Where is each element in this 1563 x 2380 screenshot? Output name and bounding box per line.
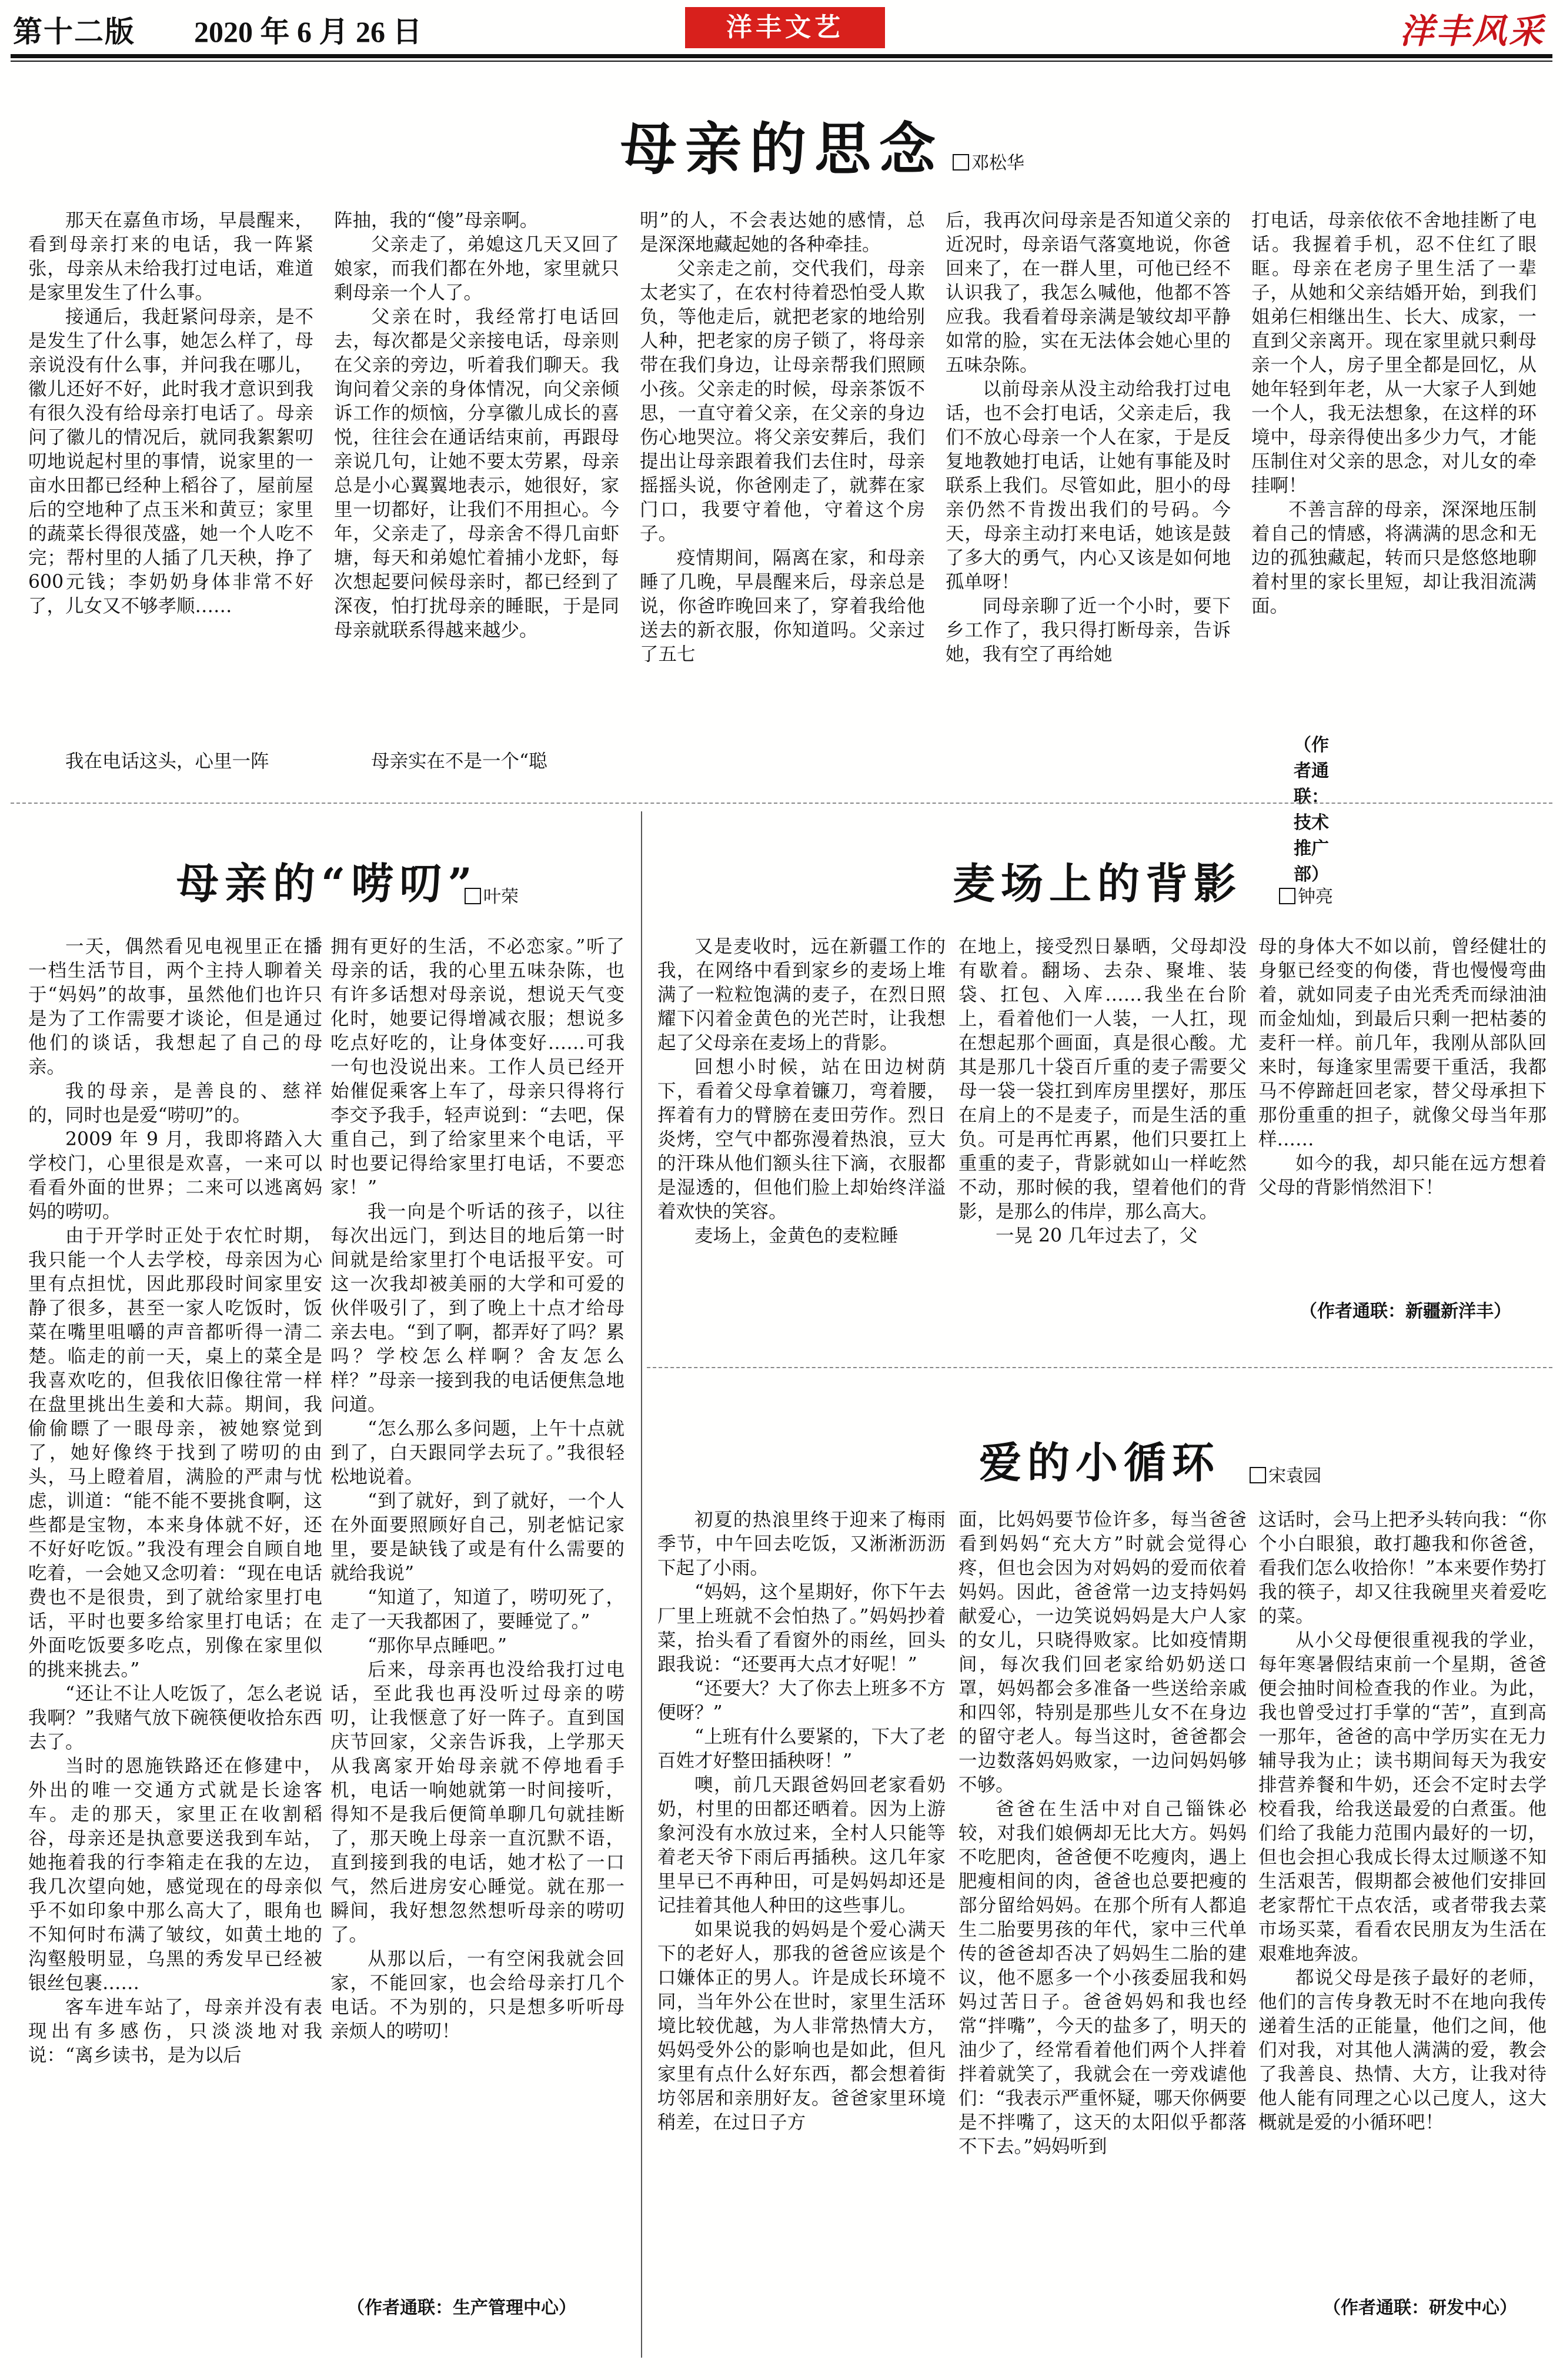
column: 拥有更好的生活，不必恋家。”听了母亲的话，我的心里五味杂陈，也有许多话想对母亲说，想说天气变化时，她要记得增减衣服；想说多吃点好吃的，让身体变好……可我一句也没说出来。工作人员已经开始催促乘客上车了，母亲只得将行李交予我手，轻声说到：“去吧，保重自己，到了给家里来个电话，平时也要记得给家里打电话，不要恋家！” 我一向是个听话的孩子，以往每次出远门，到达目的地后第一时间就是给家里打个电话报平安。可这一次我却被美丽的大学和可爱的伙伴吸引了，到了晚上十点才给母亲去电。“到了啊，都弄好了吗？累吗？学校怎么样啊？舍友怎么样？”母亲一接到我的电话便焦急地问道。 “怎么那么多问题，上午十点就到了，白天跟同学去玩了。”我很轻松地说着。 “到了就好，到了就好，一个人在外面要照顾好自己，别老惦记家里，要是缺钱了或是有什么需要的就给我说” “知道了，知道了，唠叨死了，走了一天我都困了，要睡觉了。” “那你早点睡吧。” 后来，母亲再也没给我打过电话，至此我也再没听过母亲的唠叨，让我惬意了好一阵子。直到国庆节回家，父亲告诉我，上学那天从我离家开始母亲就不停地看手机，电话一响她就第一时间接听，得知不是我后便简单聊几句就挂断了，那天晚上母亲一直沉默不语，直到接到我的电话，她才松了一口气，然后进房安心睡觉。就在那一瞬间，我好想忽然想听母亲的唠叨了。 从那以后，一有空闲我就会回家，不能回家，也会给母亲打几个电话。不为别的，只是想多听听母亲烦人的唠叨！ <box>330 935 624 2287</box>
paragraph: 噢，前几天跟爸妈回老家看奶奶，村里的田都还晒着。因为上游象河没有水放过来，全村人只能等着老天爷下雨后再插秧。这几年家里早已不再种田，可是妈妈却还是记挂着其他人种田的这些事儿。 <box>657 1774 946 1916</box>
paragraph: “知道了，知道了，唠叨死了，走了一天我都困了，要睡觉了。” <box>330 1587 624 1632</box>
paragraph: 一天，偶然看见电视里正在播一档生活节目，两个主持人聊着关于“妈妈”的故事，虽然他们也许只是为了工作需要才谈论，但是通过他们的谈话，我想起了自己的母亲。 <box>28 936 322 1078</box>
masthead-logo: 洋丰风采 <box>1399 11 1545 51</box>
page-number: 第十二版 <box>13 14 135 49</box>
paragraph: 那天在嘉鱼市场，早晨醒来，看到母亲打来的电话，我一阵紧张，母亲从未给我打过电话，难道是家里发生了什么事。 <box>28 210 313 303</box>
author-credit: （作者通联：技术推广部） <box>1294 735 1329 885</box>
column: 打电话，母亲依依不舍地挂断了电话。我握着手机，忍不住红了眼眶。母亲在老房子里生活了一辈子，从她和父亲结婚开始，到我们姐弟仨相继出生、长大、成家，一直到父亲离开。现在家里就只剩母亲一个人，房子里全都是回忆，从她年轻到年老，从一大家子人到她一个人，我无法想象，在这样的环境中，母亲得使出多少力气，才能压制住对父亲的思念，对儿女的牵挂啊！ 不善言辞的母亲，深深地压制着自己的情感，将满满的思念和无边的孤独藏起，转而只是悠悠地聊着村里的家长里短，却让我泪流满面。 <box>1251 209 1537 708</box>
paragraph: 2009 年 9 月，我即将踏入大学校门，心里很是欢喜，一来可以看看外面的世界；二来可以逃离妈妈的唠叨。 <box>28 1129 322 1222</box>
paragraph: 初夏的热浪里终于迎来了梅雨季节，中午回去吃饭，又淅淅沥沥下起了小雨。 <box>657 1509 946 1579</box>
issue-date: 2020 年 6 月 26 日 <box>194 15 422 48</box>
paragraph: 回想小时候，站在田边树荫下，看着父母拿着镰刀，弯着腰，挥着有力的臂膀在麦田劳作。烈日炎烤，空气中都弥漫着热浪，豆大的汗珠从他们额头往下滴，衣服都是湿透的，但他们脸上却始终洋溢着欢快的笑容。 <box>657 1057 946 1222</box>
author-name: 叶荣 <box>483 887 519 907</box>
article-title: 母亲的思念 <box>620 116 944 182</box>
full-text-index <box>0 0 1 1</box>
column: 阵抽，我的“傻”母亲啊。 父亲走了，弟媳这几天又回了娘家，而我们都在外地，家里就只剩母亲一个人了。 父亲在时，我经常打电话回去，每次都是父亲接电话，母亲则在父亲的旁边，听着我们聊天。我询问着父亲的身体情况，向父亲倾诉工作的烦恼，分享徽儿成长的喜悦，往往会在通话结束前，再跟母亲说几句，让她不要太劳累，母亲总是小心翼翼地表示，她很好，家里一切都好，让我们不用担心。今年，父亲走了，母亲舍不得几亩虾塘，每天和弟媳忙着捕小龙虾，每次想起要问候母亲时，都已经到了深夜，怕打扰母亲的睡眠，于是同母亲就联系得越来越少。 <box>334 209 619 773</box>
column: 我在电话这头，心里一阵 <box>65 751 269 772</box>
paragraph: 我的母亲，是善良的、慈祥的，同时也是爱“唠叨”的。 <box>28 1081 322 1126</box>
column: 母亲实在不是一个“聪 <box>371 751 547 772</box>
column: 明”的人，不会表达她的感情，总是深深地藏起她的各种牵挂。 父亲走之前，交代我们，母亲太老实了，在农村待着恐怕受人欺负，等他走后，就把老家的地给别人种，把老家的房子锁了，将母亲带在我们身边，让母亲帮我们照顾小孩。父亲走的时候，母亲茶饭不思，一直守着父亲，在父亲的身边伤心地哭泣。将父亲安葬后，我们提出让母亲跟着我们去住时，母亲摇摇头说，你爸刚走了，就葬在家门口，我要守着他，守着这个房子。 疫情期间，隔离在家，和母亲睡了几晚，早晨醒来后，母亲总是说，你爸昨晚回来了，穿着我给他送去的新衣服，你知道吗。父亲过了五七 <box>640 210 925 665</box>
article-byline <box>1279 882 1333 908</box>
paragraph: 接通后，我赶紧问母亲，是不是发生了什么事，她怎么样了，母亲说没有什么事，并问我在哪儿，徽儿还好不好，此时我才意识到我有很久没有给母亲打电话了。母亲问了徽儿的情况后，就同我絮絮叨叨地说起村里的事情，说家里的一亩水田都已经种上稻谷了，屋前屋后的空地种了点玉米和黄豆；家里的蔬菜长得很茂盛，她一个人吃不完；帮村里的人插了几天秧，挣了600元钱；李奶奶身体非常不好了，儿女又不够孝顺…… <box>28 306 313 617</box>
divider <box>11 803 1552 804</box>
paragraph: 父亲走了，弟媳这几天又回了娘家，而我们都在外地，家里就只剩母亲一个人了。 <box>334 234 619 303</box>
paragraph: “怎么那么多问题，上午十点就到了，白天跟同学去玩了。”我很轻松地说着。 <box>330 1418 624 1488</box>
paragraph: 后来，母亲再也没给我打过电话，至此我也再没听过母亲的唠叨，让我惬意了好一阵子。直到国庆节回家，父亲告诉我，上学那天从我离家开始母亲就不停地看手机，电话一响她就第一时间接听，得知不是我后便简单聊几句就挂断了，那天晚上母亲一直沉默不语，直到接到我的电话，她才松了一口气，然后进房安心睡觉。就在那一瞬间，我好想忽然想听母亲的唠叨了。 <box>330 1659 624 1946</box>
paragraph: “上班有什么要紧的，下大了老百姓才好整田插秧呀！” <box>657 1726 946 1771</box>
paragraph: 都说父母是孩子最好的老师，他们的言传身教无时不在地向我传递着生活的正能量，他们之间，他们对我，对其他人满满的爱，教会了我善良、热情、大方，让我对待他人能有同理之心以己度人，这大概就是爱的小循环吧！ <box>1258 1967 1547 2133</box>
section-banner: 洋丰文艺 <box>685 7 885 48</box>
column: 初夏的热浪里终于迎来了梅雨季节，中午回去吃饭，又淅淅沥沥下起了小雨。 “妈妈，这个星期好，你下午去厂里上班就不会怕热了。”妈妈抄着菜，抬头看了看窗外的雨丝，回头跟我说：“还要再大点才好呢！” “还要大？大了你去上班多不方便呀？” “上班有什么要紧的，下大了老百姓才好整田插秧呀！” 噢，前几天跟爸妈回老家看奶奶，村里的田都还晒着。因为上游象河没有水放过来，全村人只能等着老天爷下雨后再插秧。这几年家里早已不再种田，可是妈妈却还是记挂着其他人种田的这些事儿。 如果说我的妈妈是个爱心满天下的老好人，那我的爸爸应该是个口嫌体正的男人。许是成长环境不同，当年外公在世时，家里生活环境比较优越，为人非常热情大方，妈妈受外公的影响也是如此，但凡家里有点什么好东西，都会想着街坊邻居和亲朋好友。爸爸家里环境稍差，在过日子方 <box>657 1509 946 2133</box>
article-byline <box>953 148 1024 174</box>
paragraph: 当时的恩施铁路还在修建中，外出的唯一交通方式就是长途客车。走的那天，家里正在收割稻谷，母亲还是执意要送我到车站，她拖着我的行李箱走在我的左边，我几次望向她，感觉现在的母亲似乎不如印象中那么高大了，眼角也不知何时布满了皱纹，如黄土地的沟壑般明显，乌黑的秀发早已经被银丝包裹…… <box>28 1756 322 1994</box>
paragraph: 不善言辞的母亲，深深地压制着自己的情感，将满满的思念和无边的孤独藏起，转而只是悠悠地聊着村里的家长里短，却让我泪流满面。 <box>1251 499 1537 617</box>
paragraph: “到了就好，到了就好，一个人在外面要照顾好自己，别老惦记家里，要是缺钱了或是有什么需要的就给我说” <box>330 1490 624 1584</box>
paragraph: “那你早点睡吧。” <box>368 1635 507 1656</box>
column: 母的身体大不如以前，曾经健壮的身躯已经变的佝偻，背也慢慢弯曲着，就如同麦子由光秃秃而绿油油而金灿灿，到最后只剩一把枯萎的麦秆一样。前几年，我刚从部队回来时，每逢家里需要干重活，我都马不停蹄赶回老家，替父母承担下那份重重的担子，就像父母当年那样…… 如今的我，却只能在远方想着父母的背影悄然泪下！ <box>1258 935 1547 1299</box>
author-credit: （作者通联：新疆新洋丰） <box>1300 1301 1511 1322</box>
paragraph: “还让不让人吃饭了，怎么老说我啊？”我赌气放下碗筷便收拾东西去了。 <box>28 1683 322 1753</box>
author-name: 宋袁园 <box>1268 1466 1321 1486</box>
paragraph: 我一向是个听话的孩子，以往每次出远门，到达目的地后第一时间就是给家里打个电话报平安。可这一次我却被美丽的大学和可爱的伙伴吸引了，到了晚上十点才给母亲去电。“到了啊，都弄好了吗？累吗？学校怎么样啊？舍友怎么样？”母亲一接到我的电话便焦急地问道。 <box>330 1201 624 1415</box>
paragraph: 从小父母便很重视我的学业，每年寒暑假结束前一个星期，爸爸便会抽时间检查我的作业。为此，我也曾受过打手掌的“苦”，直到高一那年，爸爸的高中学历实在无力辅导我为止；读书期间每天为我安排营养餐和牛奶，还会不定时去学校看我，给我送最爱的白煮蛋。他们给了我能力范围内最好的一切，但也会担心我成长得太过顺遂不知生活艰苦，假期都会被他们安排回老家帮忙干点农活，或者带我去菜市场买菜，看看农民朋友为生活在艰难地奔波。 <box>1258 1630 1547 1964</box>
article-byline <box>1250 1461 1321 1487</box>
author-name: 钟亮 <box>1298 887 1333 907</box>
author-name: 邓松华 <box>971 153 1024 173</box>
paragraph: 父亲走之前，交代我们，母亲太老实了，在农村待着恐怕受人欺负，等他走后，就把老家的地给别人种，把老家的房子锁了，将母亲带在我们身边，让母亲帮我们照顾小孩。父亲走的时候，母亲茶饭不思，一直守着父亲，在父亲的身边伤心地哭泣。将父亲安葬后，我们提出让母亲跟着我们去住时，母亲摇摇头说，你爸刚走了，就葬在家门口，我要守着他，守着这个房子。 <box>640 258 925 544</box>
divider <box>647 1367 1552 1368</box>
paragraph: 由于开学时正处于农忙时期，我只能一个人去学校，母亲因为心里有点担忧，因此那段时间家里安静了很多，甚至一家人吃饭时，饭菜在嘴里咀嚼的声音都听得一清二楚。临走的前一天，桌上的菜全是我喜欢吃的，但我依旧像往常一样在盘里挑出生姜和大蒜。期间，我偷偷瞟了一眼母亲，被她察觉到了，她好像终于找到了唠叨的由头，马上瞪着眉，满脸的严肃与忧虑，训道：“能不能不要挑食啊，这些都是宝物，本来身体就不好，还不好好吃饭。”我没有理会自顾自地吃着，一会她又念叨着：“现在电话费也不是很贵，到了就给家里打电话，平时也要多给家里打电话；在外面吃饭要多吃点，别像在家里似的挑来挑去。” <box>28 1225 322 1680</box>
paragraph: 以前母亲从没主动给我打过电话，也不会打电话，父亲走后，我们不放心母亲一个人在家，于是反复地教她打电话，让她有事能及时联系上我们。尽管如此，胆小的母亲仍然不肯拨出我们的号码。今天，母亲主动打来电话，她该是鼓了多大的勇气，内心又该是如何地孤单呀！ <box>946 379 1231 593</box>
header-rule <box>11 54 1552 62</box>
author-credit: （作者通联：研发中心） <box>1323 2298 1517 2318</box>
column: 后，我再次问母亲是否知道父亲的近况时，母亲语气落寞地说，你爸回来了，在一群人里，可他已经不认识我了，我怎么喊他，他都不答应我。我看着母亲满是皱纹却平静如常的脸，实在无法体会她心里的五味杂陈。 以前母亲从没主动给我打过电话，也不会打电话，父亲走后，我们不放心母亲一个人在家，于是反复地教她打电话，让她有事能及时联系上我们。尽管如此，胆小的母亲仍然不肯拨出我们的号码。今天，母亲主动打来电话，她该是鼓了多大的勇气，内心又该是如何地孤单呀！ 同母亲聊了近一个小时，要下乡工作了，我只得打断母亲，告诉她，我有空了再给她 <box>946 210 1231 665</box>
column: 又是麦收时，远在新疆工作的我，在网络中看到家乡的麦场上堆满了一粒粒饱满的麦子，在烈日照耀下闪着金黄色的光芒时，让我想起了父母亲在麦场上的背影。 回想小时候，站在田边树荫下，看着父母拿着镰刀，弯着腰，挥着有力的臂膀在麦田劳作。烈日炎烤，空气中都弥漫着热浪，豆大的汗珠从他们额头往下滴，衣服都是湿透的，但他们脸上却始终洋溢着欢快的笑容。 麦场上，金黄色的麦粒睡 <box>657 936 946 1246</box>
divider <box>641 811 642 2358</box>
article-title: 爱的小循环 <box>979 1438 1221 1488</box>
column <box>28 209 313 797</box>
paragraph: “妈妈，这个星期好，你下午去厂里上班就不会怕热了。”妈妈抄着菜，抬头看了看窗外的雨丝，回头跟我说：“还要再大点才好呢！” <box>657 1582 946 1675</box>
paragraph: “还要大？大了你去上班多不方便呀？” <box>657 1678 946 1723</box>
article-title: 母亲的“唠叨” <box>176 858 478 908</box>
paragraph: 从那以后，一有空闲我就会回家，不能回家，也会给母亲打几个电话。不为别的，只是想多听听母亲烦人的唠叨！ <box>330 1948 624 2042</box>
column: 一天，偶然看见电视里正在播一档生活节目，两个主持人聊着关于“妈妈”的故事，虽然他们也许只是为了工作需要才谈论，但是通过他们的谈话，我想起了自己的母亲。 我的母亲，是善良的、慈祥的，同时也是爱“唠叨”的。 2009 年 9 月，我即将踏入大学校门，心里很是欢喜，一来可以看看外面的世界；二来可以逃离妈妈的唠叨。 由于开学时正处于农忙时期，我只能一个人去学校，母亲因为心里有点担忧，因此那段时间家里安静了很多，甚至一家人吃饭时，饭菜在嘴里咀嚼的声音都听得一清二楚。临走的前一天，桌上的菜全是我喜欢吃的，但我依旧像往常一样在盘里挑出生姜和大蒜。期间，我偷偷瞟了一眼母亲，被她察觉到了，她好像终于找到了唠叨的由头，马上瞪着眉，满脸的严肃与忧虑，训道：“能不能不要挑食啊，这些都是宝物，本来身体就不好，还不好好吃饭。”我没有理会自顾自地吃着，一会她又念叨着：“现在电话费也不是很贵，到了就给家里打电话，平时也要多给家里打电话；在外面吃饭要多吃点，别像在家里似的挑来挑去。” “还让不让人吃饭了，怎么老说我啊？”我赌气放下碗筷便收拾东西去了。 当时的恩施铁路还在修建中，外出的唯一交通方式就是长途客车。走的那天，家里正在收割稻谷，母亲还是执意要送我到车站，她拖着我的行李箱走在我的左边，我几次望向她，感觉现在的母亲似乎不如印象中那么高大了，眼角也不知何时布满了皱纹，如黄土地的沟壑般明显，乌黑的秀发早已经被银丝包裹…… 客车进车站了，母亲并没有表现出有多感伤，只淡淡地对我说：“离乡读书，是为以后 <box>28 936 322 2066</box>
paragraph: 父亲在时，我经常打电话回去，每次都是父亲接电话，母亲则在父亲的旁边，听着我们聊天。我询问着父亲的身体情况，向父亲倾诉工作的烦恼，分享徽儿成长的喜悦，往往会在通话结束前，再跟母亲说几句，让她不要太劳累，母亲总是小心翼翼地表示，她很好，家里一切都好，让我们不用担心。今年，父亲走了，母亲舍不得几亩虾塘，每天和弟媳忙着捕小龙虾，每次想起要问候母亲时，都已经到了深夜，怕打扰母亲的睡眠，于是同母亲就联系得越来越少。 <box>334 306 619 641</box>
column: 这话时，会马上把矛头转向我：“你个小白眼狼，敢打趣我和你爸爸，看我们怎么收拾你！”本来要作势打我的筷子，却又往我碗里夹着爱吃的菜。 从小父母便很重视我的学业，每年寒暑假结束前一个星期，爸爸便会抽时间检查我的作业。为此，我也曾受过打手掌的“苦”，直到高一那年，爸爸的高中学历实在无力辅导我为止；读书期间每天为我安排营养餐和牛奶，还会不定时去学校看我，给我送最爱的白煮蛋。他们给了我能力范围内最好的一切，但也会担心我成长得太过顺遂不知生活艰苦，假期都会被他们安排回老家帮忙干点农活，或者带我去菜市场买菜，看看农民朋友为生活在艰难地奔波。 都说父母是孩子最好的老师，他们的言传身教无时不在地向我传递着生活的正能量，他们之间，他们对我，对其他人满满的爱，教会了我善良、热情、大方，让我对待他人能有同理之心以己度人，这大概就是爱的小循环吧！ <box>1258 1508 1547 2290</box>
paragraph: 又是麦收时，远在新疆工作的我，在网络中看到家乡的麦场上堆满了一粒粒饱满的麦子，在烈日照耀下闪着金黄色的光芒时，让我想起了父母亲在麦场上的背影。 <box>657 936 946 1054</box>
column: 在地上，接受烈日暴晒，父母却没有歇着。翻场、去杂、聚堆、装袋、扛包、入库……我坐在台阶上，看着他们一人装，一人扛，现在想起那个画面，真是很心酸。尤其是那几十袋百斤重的麦子需要父母一袋一袋扛到库房里摆好，那压在肩上的不是麦子，而是生活的重负。可是再忙再累，他们只要扛上重重的麦子，背影就如山一样屹然不动，那时候的我，望着他们的背影，是那么的伟岸，那么高大。 一晃 20 几年过去了，父 <box>958 936 1247 1246</box>
author-credit: （作者通联：生产管理中心） <box>347 2298 576 2318</box>
paragraph: 如今的我，却只能在远方想着父母的背影悄然泪下！ <box>1258 1153 1547 1198</box>
column: 面，比妈妈要节俭许多，每当爸爸看到妈妈“充大方”时就会觉得心疼，但也会因为对妈妈的爱而依着妈妈。因此，爸爸常一边支持妈妈献爱心，一边笑说妈妈是大户人家的女儿，只晓得败家。比如疫情期间，每次我们回老家给奶奶送口罩，妈妈都会多准备一些送给亲戚和四邻，特别是那些儿女不在身边的留守老人。每当这时，爸爸都会一边数落妈妈败家，一边问妈妈够不够。 爸爸在生活中对自己锱铢必较，对我们娘俩却无比大方。妈妈不吃肥肉，爸爸便不吃瘦肉，遇上肥瘦相间的肉，爸爸也总要把瘦的部分留给妈妈。在那个所有人都追生二胎要男孩的年代，家中三代单传的爸爸却否决了妈妈生二胎的建议，他不愿多一个小孩委屈我和妈妈过苦日子。爸爸妈妈和我也经常“拌嘴”，今天的盐多了，明天的油少了，经常看着他们两个人拌着拌着就笑了，我就会在一旁戏谑他们：“我表示严重怀疑，哪天你俩要是不拌嘴了，这天的太阳似乎都落不下去。”妈妈听到 <box>958 1509 1247 2157</box>
article-byline <box>465 882 519 908</box>
article-title: 麦场上的背影 <box>953 858 1243 908</box>
